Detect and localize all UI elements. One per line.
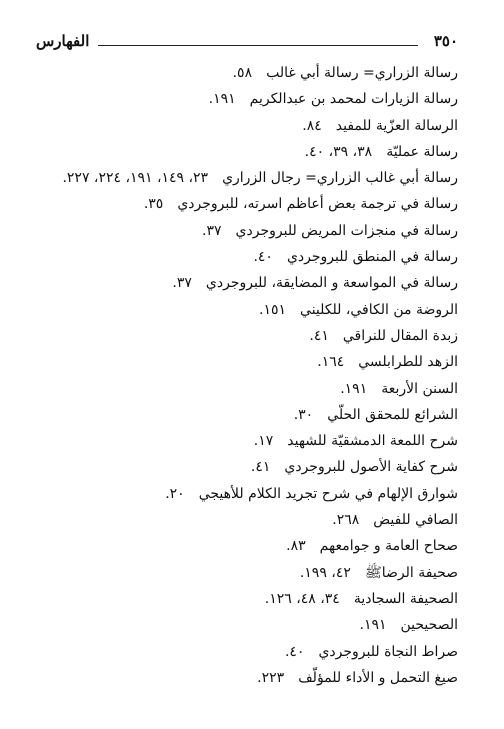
entry-title: رسالة أبي غالب الزراري= رجال الزراري xyxy=(222,170,458,187)
entry-title: رسالة الزيارات لمحمد بن عبدالكريم xyxy=(249,91,458,108)
entry-title: الزهد للطرابلسي xyxy=(358,354,458,371)
entry-pages: ٢٢٣. xyxy=(257,669,285,686)
entry-pages: ٢٦٨. xyxy=(332,512,360,529)
index-entry xyxy=(30,113,458,139)
entry-title: رسالة في المواسعة و المضايقة، للبروجردي xyxy=(205,275,458,292)
entry-title: الصافي للفيض xyxy=(373,512,458,529)
header-rule xyxy=(98,45,418,46)
entry-pages: ٨٤. xyxy=(302,117,322,134)
index-entry xyxy=(30,376,458,402)
index-entry xyxy=(30,639,458,665)
index-entry xyxy=(30,612,458,638)
page-number: ٣٥٠ xyxy=(433,32,458,50)
index-entry xyxy=(30,139,458,165)
entry-title: صحيفة الرضاﷺ xyxy=(364,564,458,581)
entry-pages: ١٦٤. xyxy=(317,354,345,371)
index-entry xyxy=(30,244,458,270)
entry-title: صحاح العامة و جوامعهم xyxy=(319,538,458,555)
entry-pages: ٤١. xyxy=(309,327,329,344)
entry-pages: ٣٨، ٣٩، ٤٠. xyxy=(304,143,373,160)
entry-title: رسالة في منجزات المريض للبروجردي xyxy=(235,222,458,239)
entry-pages: ٣٥. xyxy=(143,196,164,213)
entry-title: شرح اللمعة الدمشقيّة للشهيد xyxy=(287,433,458,450)
index-entry xyxy=(30,270,458,296)
entry-pages: ٣٧. xyxy=(172,275,192,292)
entry-title: رسالة عمليّة xyxy=(386,143,458,160)
entry-title: الصحيحين xyxy=(400,617,458,634)
index-entry xyxy=(30,86,458,112)
running-title: الفهارس xyxy=(36,32,90,50)
index-entry xyxy=(30,533,458,559)
entry-title: زبدة المقال للنراقي xyxy=(342,327,458,344)
index-entry xyxy=(30,165,458,191)
index-entry xyxy=(30,428,458,454)
entry-title: رسالة الزراري= رسالة أبي غالب xyxy=(266,65,458,81)
index-entry xyxy=(30,507,458,533)
entry-title: صراط النجاة للبروجردي xyxy=(318,643,458,660)
entry-pages: ١٥١. xyxy=(259,301,287,318)
entry-title: الرسالة العزّية للمفيد xyxy=(335,117,458,134)
index-entry xyxy=(30,60,458,86)
index-entry xyxy=(30,560,458,586)
entry-pages: ٤٠. xyxy=(284,643,305,660)
entry-pages: ١٩١. xyxy=(340,380,368,397)
index-entry xyxy=(30,349,458,375)
index-entry xyxy=(30,218,458,244)
entry-title: رسالة في المنطق للبروجردي xyxy=(286,249,458,266)
entry-pages: ٥٨. xyxy=(232,65,253,81)
index-entry xyxy=(30,454,458,480)
entry-pages: ٢٣، ١٤٩، ١٩١، ٢٢٤، ٢٢٧. xyxy=(62,170,209,187)
page-header xyxy=(36,32,458,54)
entry-title: شوارق الإلهام في شرح تجريد الكلام للأهيجي xyxy=(198,485,458,502)
entry-title: الروضة من الكافي، للكليني xyxy=(300,301,458,318)
index-entry xyxy=(30,323,458,349)
index-entry xyxy=(30,481,458,507)
entry-pages: ٣٤، ٤٨، ١٢٦. xyxy=(264,590,340,607)
entry-pages: ٣٧. xyxy=(202,222,222,239)
entry-pages: ٢٠. xyxy=(165,485,185,502)
entry-title: صيغ التحمل و الأداء للمؤلّف xyxy=(298,669,458,686)
entry-title: شرح كفاية الأصول للبروجردي xyxy=(284,459,458,476)
index-entry xyxy=(30,665,458,691)
index-list xyxy=(30,60,458,691)
entry-pages: ٤١. xyxy=(250,459,271,476)
entry-pages: ٤٠. xyxy=(253,249,273,266)
entry-title: الشرائع للمحقق الحلّي xyxy=(327,406,458,423)
entry-title: الصحيفة السجادية xyxy=(353,590,458,607)
entry-title: رسالة في ترجمة بعض أعاظم اسرته، للبروجردي xyxy=(177,196,458,213)
index-entry xyxy=(30,586,458,612)
entry-pages: ٨٣. xyxy=(286,538,306,555)
entry-pages: ٣٠. xyxy=(293,406,314,423)
entry-title: السنن الأربعة xyxy=(381,380,458,397)
index-entry xyxy=(30,402,458,428)
entry-pages: ١٩١. xyxy=(359,617,387,634)
index-entry xyxy=(30,297,458,323)
entry-pages: ٤٢، ١٩٩. xyxy=(299,564,351,581)
entry-pages: ١٧. xyxy=(253,433,274,450)
index-entry xyxy=(30,191,458,217)
entry-pages: ١٩١. xyxy=(208,91,236,108)
